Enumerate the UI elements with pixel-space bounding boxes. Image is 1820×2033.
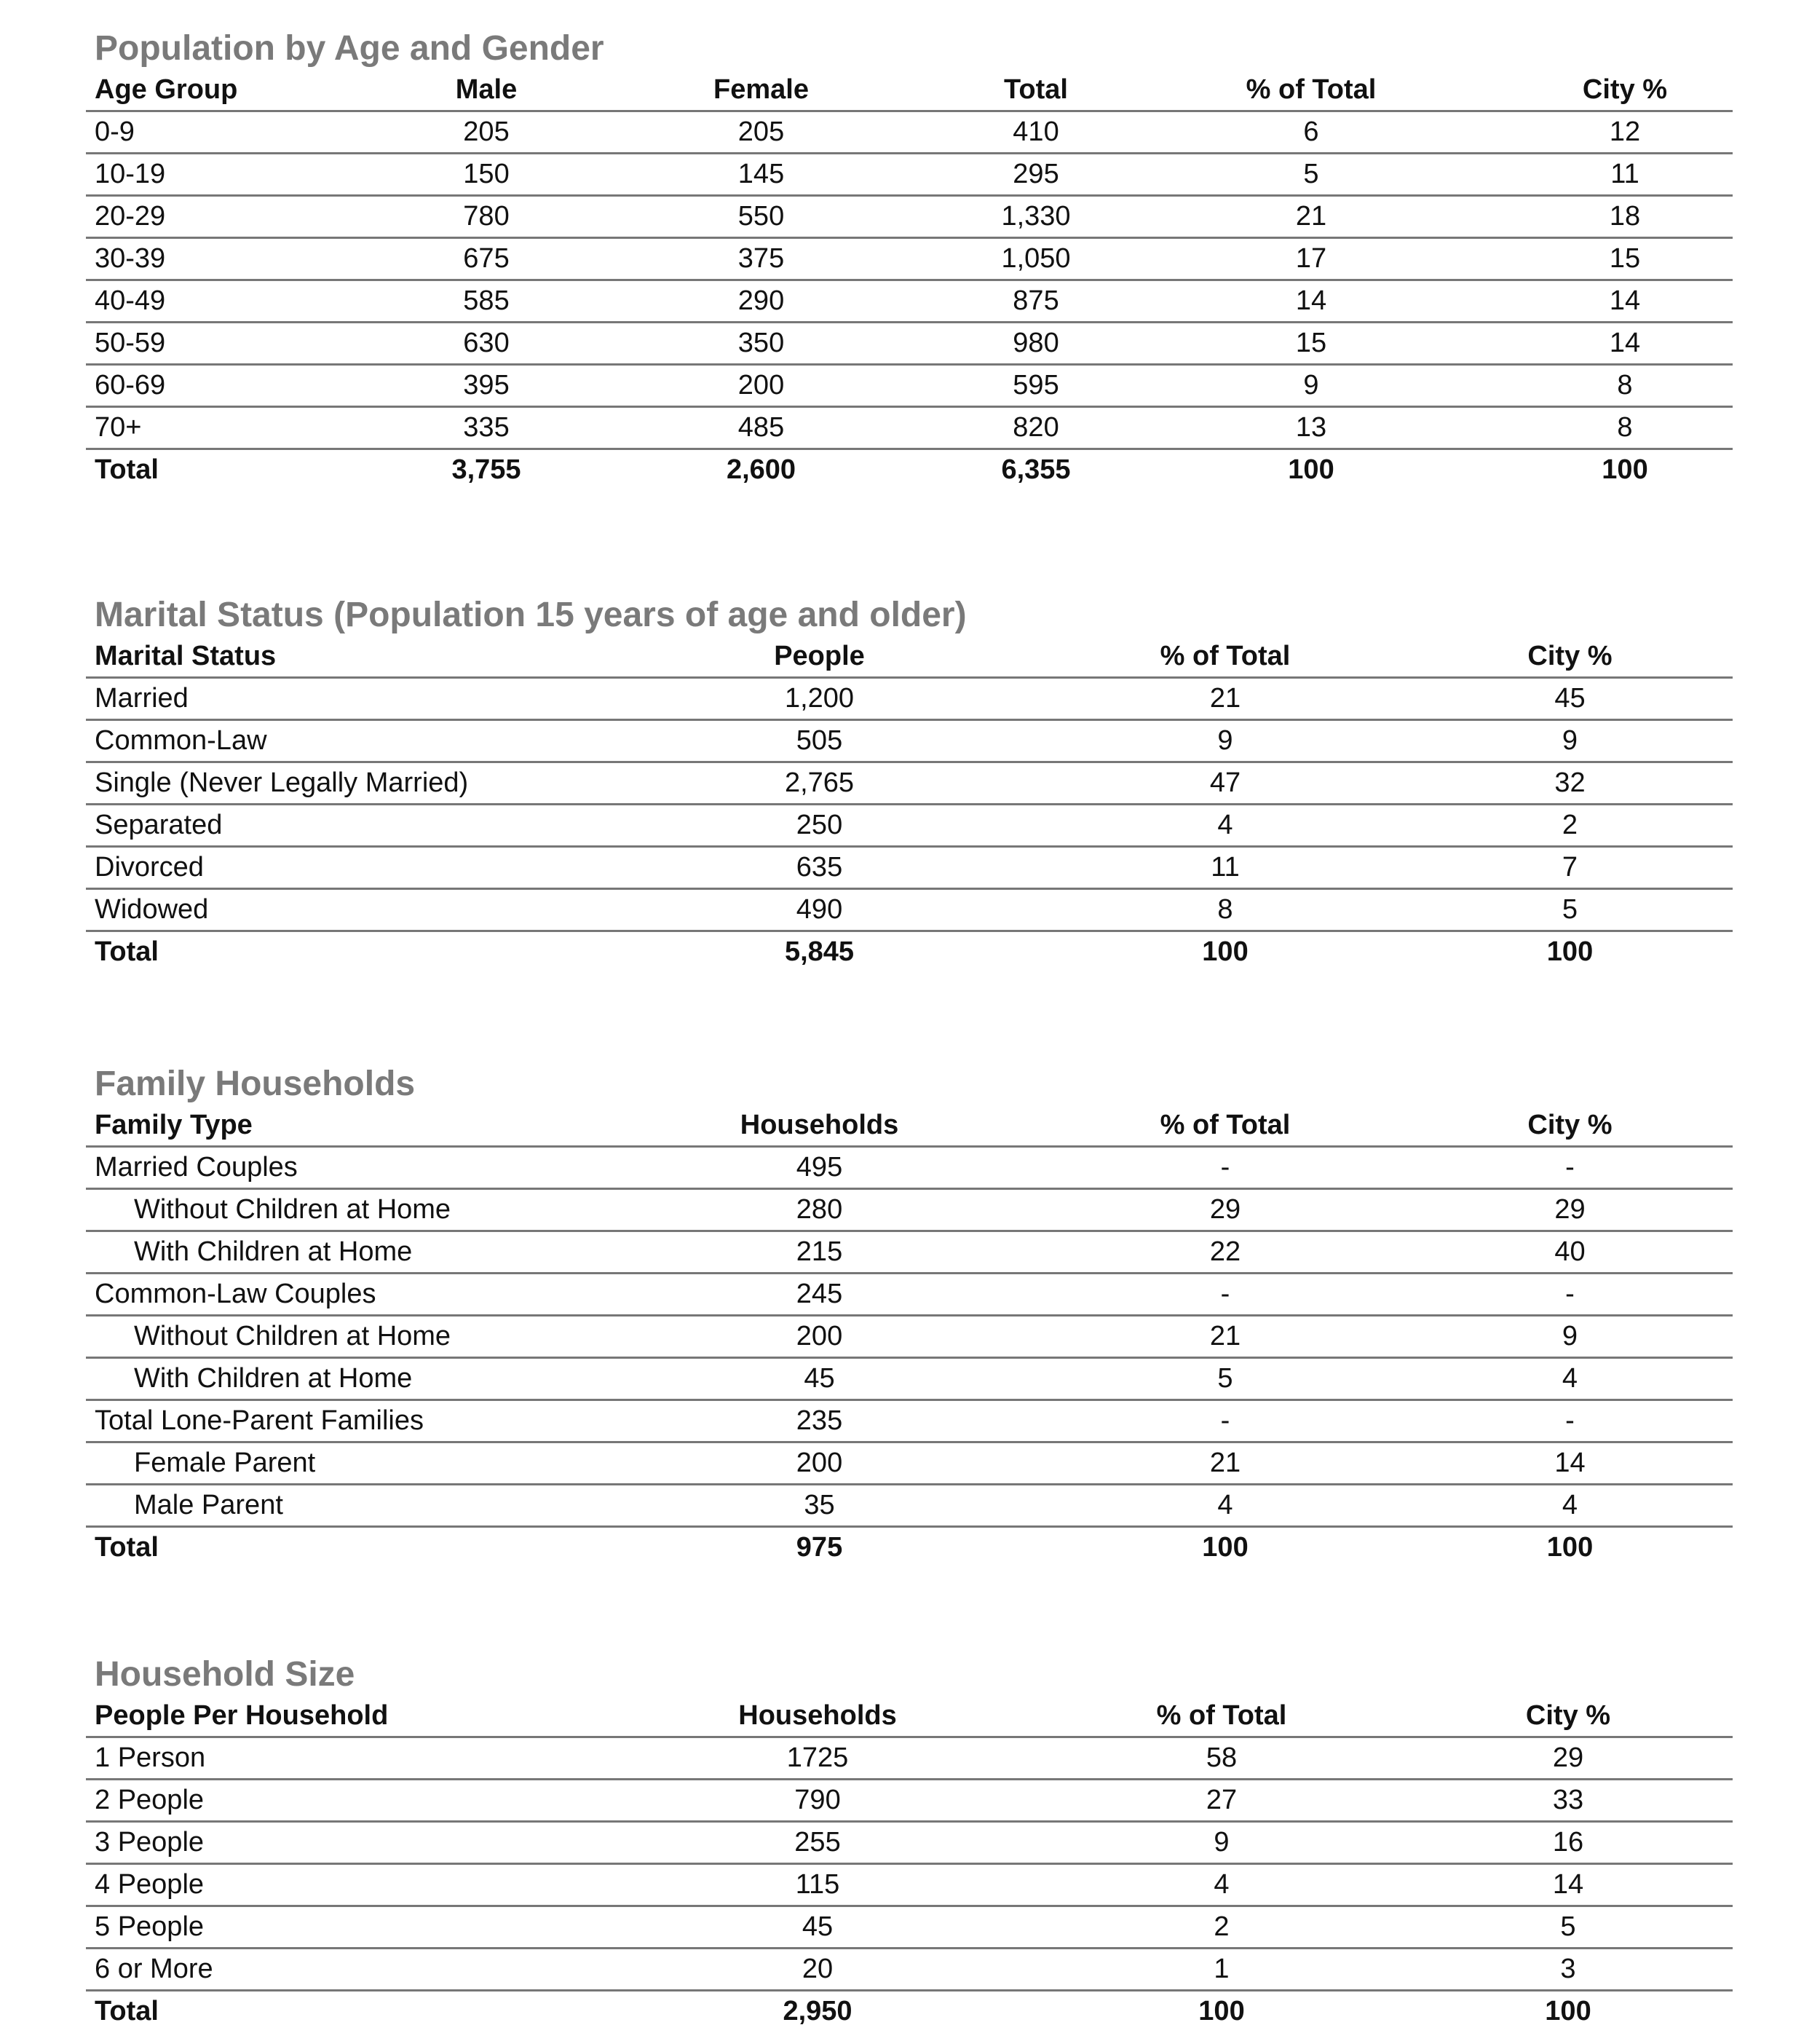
percent-of-total-cell: 27 [1040, 1780, 1404, 1822]
column-header-male: Male [417, 70, 555, 111]
column-header-marital-status: Marital Status [86, 636, 596, 678]
column-header-people: People [596, 636, 1043, 678]
section-title: Household Size [95, 1655, 355, 1694]
household-size-cell: 5 People [86, 1906, 596, 1949]
male-total: 3,755 [451, 454, 521, 485]
marital-status-cell: Married [86, 678, 596, 720]
percent-of-total-cell: 6 [1105, 111, 1517, 154]
percent-of-total-cell: 9 [1043, 720, 1407, 762]
total-cell: 595 [967, 365, 1105, 407]
female-cell: 375 [555, 238, 967, 280]
table-row [86, 1358, 1733, 1400]
male-cell: 585 [417, 280, 555, 323]
family-type-cell: Common-Law Couples [86, 1274, 596, 1316]
city-percent-cell: 14 [1407, 1442, 1733, 1485]
total-cell: 875 [967, 280, 1105, 323]
city-percent-cell: 9 [1407, 720, 1733, 762]
population-by-age-table [86, 70, 1733, 490]
age-group-cell: 40-49 [86, 280, 417, 323]
household-size-cell: 4 People [86, 1864, 596, 1906]
section-title: Family Households [95, 1065, 416, 1103]
percent-of-total-cell: 21 [1043, 678, 1407, 720]
households-cell: 495 [596, 1147, 1043, 1189]
family-type-cell: Without Children at Home [86, 1316, 596, 1358]
total-cell: 410 [967, 111, 1105, 154]
column-header-people-per-household: People Per Household [86, 1696, 596, 1737]
households-cell: 200 [596, 1316, 1043, 1358]
age-group-cell: 20-29 [86, 196, 417, 238]
age-group-cell: 0-9 [86, 111, 417, 154]
households-cell: 45 [596, 1906, 1040, 1949]
city-percent-cell: 9 [1407, 1316, 1733, 1358]
percent-of-total-cell: - [1043, 1274, 1407, 1316]
table-row [86, 1737, 1733, 1780]
table-row [86, 1949, 1733, 1991]
table-row [86, 280, 1733, 323]
households-total: 975 [796, 1532, 843, 1563]
households-cell: 200 [596, 1442, 1043, 1485]
marital-status-cell: Single (Never Legally Married) [86, 762, 596, 805]
percent-of-total-cell: 21 [1105, 196, 1517, 238]
table-row [86, 365, 1733, 407]
total-row [86, 1991, 1733, 2032]
table-row [86, 1400, 1733, 1442]
female-cell: 200 [555, 365, 967, 407]
table-header-row [86, 1696, 1733, 1737]
section-title: Population by Age and Gender [95, 29, 604, 68]
marital-status-cell: Divorced [86, 847, 596, 889]
city-percent-cell: 18 [1517, 196, 1733, 238]
table-row [86, 1864, 1733, 1906]
percent-of-total-cell: 4 [1040, 1864, 1404, 1906]
family-type-cell: Married Couples [86, 1147, 596, 1189]
city-percent-cell: 4 [1407, 1358, 1733, 1400]
city-percent-cell: 2 [1407, 805, 1733, 847]
male-cell: 335 [417, 407, 555, 449]
male-cell: 675 [417, 238, 555, 280]
column-header-percent-of-total: % of Total [1040, 1696, 1404, 1737]
city-percent-cell: 29 [1404, 1737, 1733, 1780]
family-type-cell: With Children at Home [86, 1358, 596, 1400]
age-group-cell: 10-19 [86, 154, 417, 196]
total-row [86, 1527, 1733, 1568]
percent-of-total-cell: 9 [1040, 1822, 1404, 1864]
household-size-section [86, 1654, 1733, 2032]
total-cell: 1,330 [967, 196, 1105, 238]
households-cell: 255 [596, 1822, 1040, 1864]
percent-of-total-cell: 4 [1043, 1485, 1407, 1527]
table-row [86, 1147, 1733, 1189]
city-percent-cell: 4 [1407, 1485, 1733, 1527]
people-total: 5,845 [784, 936, 855, 967]
city-percent-cell: 12 [1517, 111, 1733, 154]
female-total: 2,600 [726, 454, 796, 485]
percent-of-total-cell: 5 [1105, 154, 1517, 196]
household-size-table [86, 1696, 1733, 2032]
table-row [86, 720, 1733, 762]
family-type-cell: Total Lone-Parent Families [86, 1400, 596, 1442]
column-header-percent-of-total: % of Total [1043, 636, 1407, 678]
table-row [86, 805, 1733, 847]
percent-of-total-total: 100 [1198, 1996, 1245, 2026]
city-percent-cell: 8 [1517, 365, 1733, 407]
age-group-cell: 30-39 [86, 238, 417, 280]
percent-of-total-cell: - [1043, 1400, 1407, 1442]
grand-total: 6,355 [1001, 454, 1071, 485]
female-cell: 290 [555, 280, 967, 323]
people-cell: 250 [596, 805, 1043, 847]
city-percent-cell: 32 [1407, 762, 1733, 805]
family-type-cell: Male Parent [86, 1485, 596, 1527]
people-cell: 505 [596, 720, 1043, 762]
table-row [86, 762, 1733, 805]
city-percent-cell: 3 [1404, 1949, 1733, 1991]
household-size-cell: 6 or More [86, 1949, 596, 1991]
city-percent-cell: 40 [1407, 1231, 1733, 1274]
table-row [86, 407, 1733, 449]
city-percent-cell: 33 [1404, 1780, 1733, 1822]
city-percent-cell: 5 [1404, 1906, 1733, 1949]
percent-of-total-cell: 1 [1040, 1949, 1404, 1991]
percent-of-total-cell: 29 [1043, 1189, 1407, 1231]
table-row [86, 1231, 1733, 1274]
percent-of-total-total: 100 [1288, 454, 1334, 485]
households-cell: 35 [596, 1485, 1043, 1527]
column-header-households: Households [596, 1696, 1040, 1737]
city-percent-total: 100 [1602, 454, 1648, 485]
percent-of-total-cell: 2 [1040, 1906, 1404, 1949]
table-header-row [86, 70, 1733, 111]
female-cell: 145 [555, 154, 967, 196]
percent-of-total-cell: 11 [1043, 847, 1407, 889]
female-cell: 205 [555, 111, 967, 154]
total-row [86, 449, 1733, 491]
city-percent-total: 100 [1545, 1996, 1591, 2026]
table-row [86, 154, 1733, 196]
male-cell: 780 [417, 196, 555, 238]
column-header-city-percent: City % [1404, 1696, 1733, 1737]
households-cell: 235 [596, 1400, 1043, 1442]
percent-of-total-cell: - [1043, 1147, 1407, 1189]
percent-of-total-cell: 5 [1043, 1358, 1407, 1400]
table-row [86, 111, 1733, 154]
percent-of-total-cell: 22 [1043, 1231, 1407, 1274]
city-percent-cell: 14 [1517, 280, 1733, 323]
marital-status-table [86, 636, 1733, 972]
family-households-table [86, 1105, 1733, 1568]
percent-of-total-cell: 9 [1105, 365, 1517, 407]
percent-of-total-cell: 14 [1105, 280, 1517, 323]
table-row [86, 1485, 1733, 1527]
percent-of-total-cell: 21 [1043, 1442, 1407, 1485]
total-row [86, 931, 1733, 973]
age-group-cell: 60-69 [86, 365, 417, 407]
table-header-row [86, 1105, 1733, 1147]
table-row [86, 1780, 1733, 1822]
column-header-percent-of-total: % of Total [1105, 70, 1517, 111]
table-row [86, 1274, 1733, 1316]
age-group-cell: 50-59 [86, 323, 417, 365]
table-row [86, 678, 1733, 720]
population-by-age-section [86, 28, 1733, 490]
city-percent-cell: 14 [1404, 1864, 1733, 1906]
column-header-city-percent: City % [1407, 636, 1733, 678]
total-cell: 1,050 [967, 238, 1105, 280]
households-cell: 1725 [596, 1737, 1040, 1780]
table-row [86, 1906, 1733, 1949]
column-header-households: Households [596, 1105, 1043, 1147]
male-cell: 630 [417, 323, 555, 365]
marital-status-section [86, 594, 1733, 972]
table-row [86, 1316, 1733, 1358]
households-cell: 215 [596, 1231, 1043, 1274]
city-percent-cell: 16 [1404, 1822, 1733, 1864]
table-row [86, 323, 1733, 365]
column-header-city-percent: City % [1517, 70, 1733, 111]
percent-of-total-cell: 21 [1043, 1316, 1407, 1358]
table-row [86, 238, 1733, 280]
total-cell: 295 [967, 154, 1105, 196]
female-cell: 350 [555, 323, 967, 365]
family-type-cell: Without Children at Home [86, 1189, 596, 1231]
people-cell: 1,200 [596, 678, 1043, 720]
table-header-row [86, 636, 1733, 678]
column-header-total: Total [967, 70, 1105, 111]
city-percent-cell: 29 [1407, 1189, 1733, 1231]
family-type-cell: Female Parent [86, 1442, 596, 1485]
city-percent-total: 100 [1546, 1532, 1594, 1563]
percent-of-total-total: 100 [1202, 936, 1249, 967]
households-cell: 280 [596, 1189, 1043, 1231]
percent-of-total-cell: 17 [1105, 238, 1517, 280]
household-size-cell: 3 People [86, 1822, 596, 1864]
column-header-percent-of-total: % of Total [1043, 1105, 1407, 1147]
households-cell: 20 [596, 1949, 1040, 1991]
table-row [86, 1442, 1733, 1485]
total-label: Total [95, 454, 159, 485]
total-label: Total [95, 1532, 159, 1563]
column-header-age-group: Age Group [86, 70, 417, 111]
column-header-city-percent: City % [1407, 1105, 1733, 1147]
households-total: 2,950 [783, 1996, 852, 2026]
section-title: Marital Status (Population 15 years of age and older) [95, 596, 967, 634]
percent-of-total-total: 100 [1202, 1532, 1249, 1563]
household-size-cell: 1 Person [86, 1737, 596, 1780]
column-header-family-type: Family Type [86, 1105, 596, 1147]
marital-status-cell: Widowed [86, 889, 596, 931]
total-label: Total [95, 1996, 159, 2026]
marital-status-cell: Common-Law [86, 720, 596, 762]
total-label: Total [95, 936, 159, 967]
percent-of-total-cell: 8 [1043, 889, 1407, 931]
households-cell: 115 [596, 1864, 1040, 1906]
households-cell: 790 [596, 1780, 1040, 1822]
male-cell: 150 [417, 154, 555, 196]
people-cell: 490 [596, 889, 1043, 931]
family-type-cell: With Children at Home [86, 1231, 596, 1274]
percent-of-total-cell: 58 [1040, 1737, 1404, 1780]
city-percent-cell: 5 [1407, 889, 1733, 931]
percent-of-total-cell: 13 [1105, 407, 1517, 449]
households-cell: 45 [596, 1358, 1043, 1400]
city-percent-cell: - [1407, 1400, 1733, 1442]
household-size-cell: 2 People [86, 1780, 596, 1822]
city-percent-cell: - [1407, 1147, 1733, 1189]
family-households-section [86, 1063, 1733, 1568]
city-percent-cell: 14 [1517, 323, 1733, 365]
table-row [86, 196, 1733, 238]
people-cell: 635 [596, 847, 1043, 889]
table-row [86, 889, 1733, 931]
city-percent-cell: 8 [1517, 407, 1733, 449]
city-percent-cell: 11 [1517, 154, 1733, 196]
table-row [86, 847, 1733, 889]
column-header-female: Female [555, 70, 967, 111]
table-row [86, 1189, 1733, 1231]
people-cell: 2,765 [596, 762, 1043, 805]
city-percent-total: 100 [1546, 936, 1594, 967]
percent-of-total-cell: 4 [1043, 805, 1407, 847]
total-cell: 820 [967, 407, 1105, 449]
city-percent-cell: 45 [1407, 678, 1733, 720]
percent-of-total-cell: 47 [1043, 762, 1407, 805]
male-cell: 395 [417, 365, 555, 407]
city-percent-cell: - [1407, 1274, 1733, 1316]
male-cell: 205 [417, 111, 555, 154]
total-cell: 980 [967, 323, 1105, 365]
female-cell: 550 [555, 196, 967, 238]
female-cell: 485 [555, 407, 967, 449]
percent-of-total-cell: 15 [1105, 323, 1517, 365]
age-group-cell: 70+ [86, 407, 417, 449]
city-percent-cell: 7 [1407, 847, 1733, 889]
marital-status-cell: Separated [86, 805, 596, 847]
table-row [86, 1822, 1733, 1864]
city-percent-cell: 15 [1517, 238, 1733, 280]
households-cell: 245 [596, 1274, 1043, 1316]
